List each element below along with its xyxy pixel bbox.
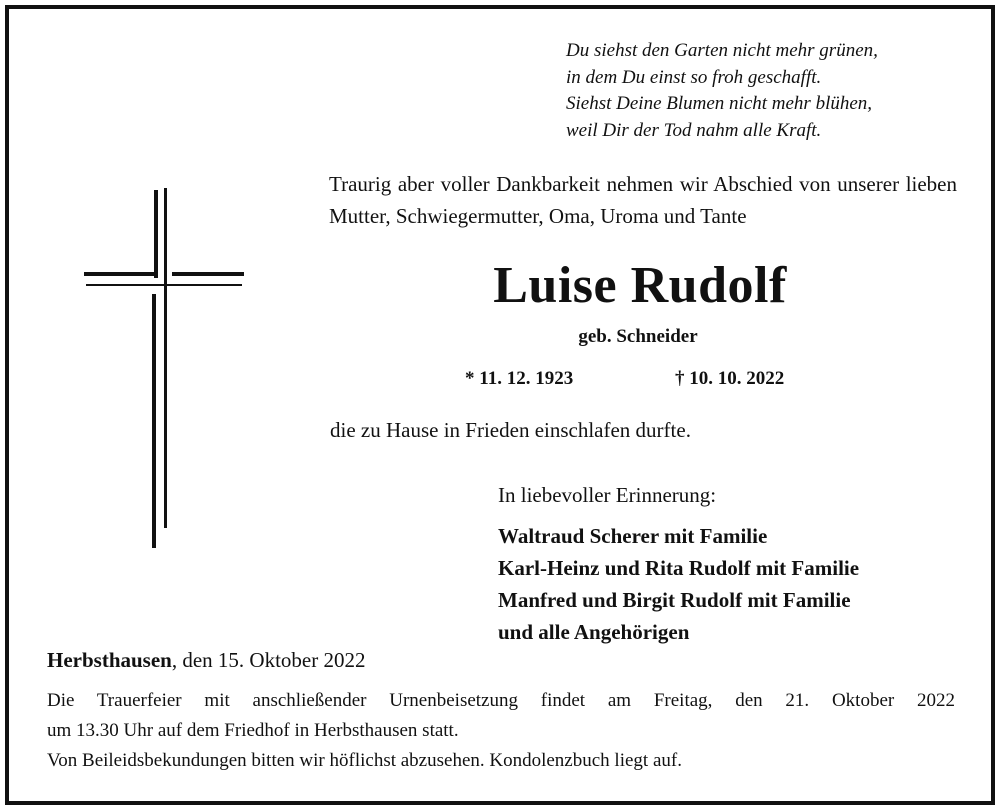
poem-line: weil Dir der Tod nahm alle Kraft.: [566, 119, 822, 141]
funeral-notice: [47, 686, 955, 776]
mourners-list: [498, 520, 859, 648]
mourner: Manfred und Birgit Rudolf mit Familie: [498, 588, 851, 612]
death-date: † 10. 10. 2022: [675, 368, 785, 389]
birth-date: * 11. 12. 1923: [465, 368, 574, 389]
notice-line: um 13.30 Uhr auf dem Friedhof in Herbsthausen statt.: [47, 720, 459, 741]
poem-line: in dem Du einst so froh geschafft.: [566, 66, 822, 88]
maiden-name: geb. Schneider: [578, 326, 698, 347]
intro-text: Traurig aber voller Dankbarkeit nehmen wir Abschied von unserer lieben Mutter, Schwiegermutter, Oma, Uroma und Tante: [329, 172, 957, 228]
notice-line: Von Beileidsbekundungen bitten wir höflichst abzusehen. Kondolenzbuch liegt auf.: [47, 750, 682, 771]
mourner: Karl-Heinz und Rita Rudolf mit Familie: [498, 556, 860, 580]
date-text: , den 15. Oktober 2022: [171, 648, 366, 672]
mourner: und alle Angehörigen: [498, 620, 690, 644]
notice-line: Die Trauerfeier mit anschließender Urnenbeisetzung findet am Freitag, den 21. Oktober 2022: [47, 690, 955, 711]
deceased-name: Luise Rudolf: [493, 257, 787, 314]
poem-line: Du siehst den Garten nicht mehr grünen,: [566, 40, 878, 61]
poem: [566, 38, 878, 144]
christian-cross-icon: [80, 182, 250, 554]
memory-heading: In liebevoller Erinnerung:: [498, 483, 717, 507]
place-name: Herbsthausen: [47, 648, 172, 672]
poem-line: Siehst Deine Blumen nicht mehr blühen,: [566, 93, 873, 114]
mourner: Waltraud Scherer mit Familie: [498, 524, 768, 548]
place-date: [47, 648, 366, 673]
passing-text: die zu Hause in Frieden einschlafen durfte.: [330, 418, 691, 442]
